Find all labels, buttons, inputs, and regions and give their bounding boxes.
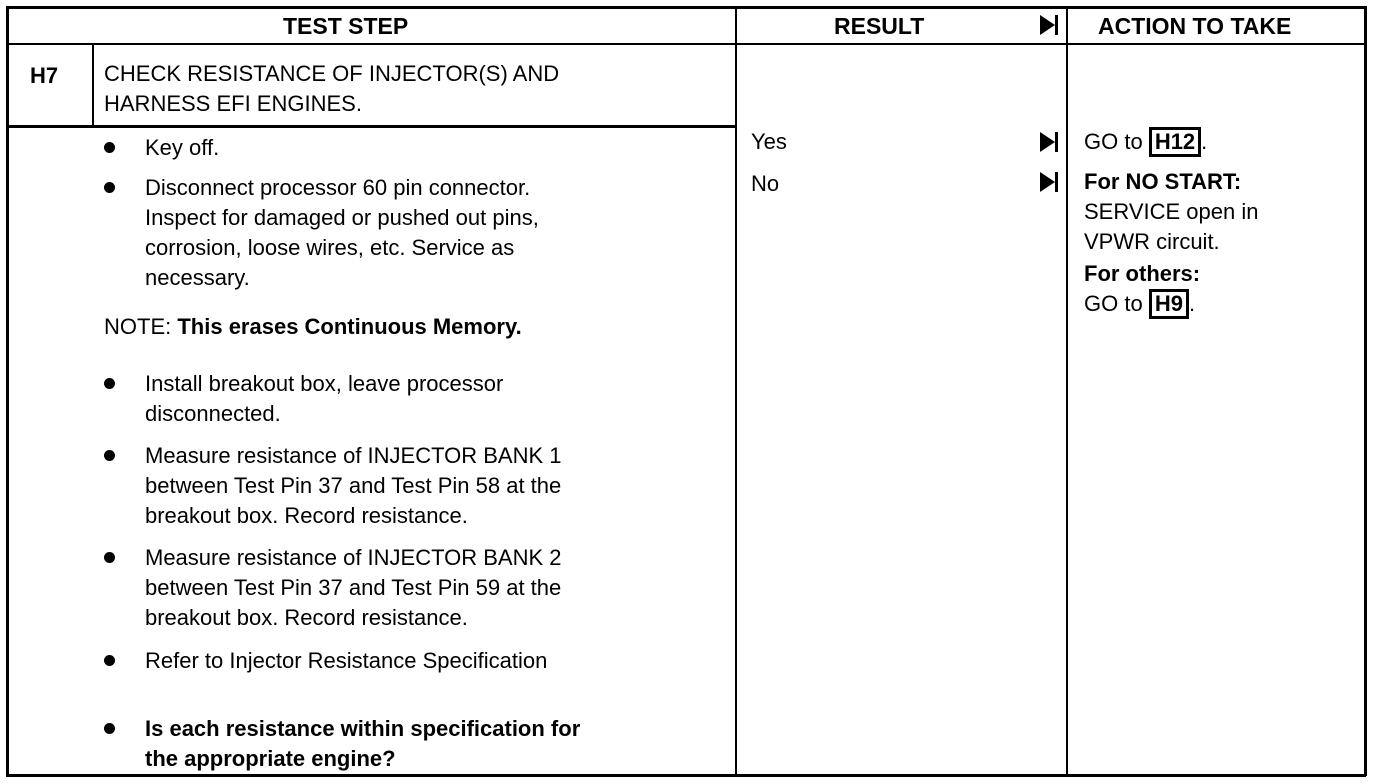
action-others-goto-prefix: GO to — [1084, 291, 1143, 316]
step-disconnect-line1: Disconnect processor 60 pin connector. — [145, 175, 531, 200]
step-bank2-line2: between Test Pin 37 and Test Pin 59 at the — [145, 575, 562, 600]
step-disconnect-line3: corrosion, loose wires, etc. Service as — [145, 235, 515, 260]
note-prefix: NOTE: — [104, 314, 172, 339]
step-title-divider — [6, 125, 737, 128]
note-text: This erases Continuous Memory. — [177, 314, 522, 339]
step-bank1-line2: between Test Pin 37 and Test Pin 58 at the — [145, 473, 562, 498]
step-ref-h12[interactable]: H12 — [1149, 127, 1201, 157]
action-no-start-line1: SERVICE open in — [1084, 199, 1259, 224]
bullet-icon — [104, 378, 115, 389]
step-disconnect-line4: necessary. — [145, 265, 250, 290]
step-bank2-line3: breakout box. Record resistance. — [145, 605, 468, 630]
action-no-start-line2: VPWR circuit. — [1084, 229, 1220, 254]
result-no: No — [751, 171, 780, 196]
col-divider-result — [735, 6, 737, 776]
step-bank1-line3: breakout box. Record resistance. — [145, 503, 468, 528]
step-bank1-line1: Measure resistance of INJECTOR BANK 1 — [145, 443, 562, 468]
table-right-border — [1364, 6, 1367, 776]
table-left-border — [6, 6, 9, 776]
action-yes-period: . — [1201, 129, 1208, 154]
header-arrow-icon — [1040, 15, 1055, 35]
bullet-icon — [104, 723, 115, 734]
result-no-arrow-icon — [1040, 172, 1055, 192]
action-yes — [1084, 126, 1207, 158]
step-title-line2: HARNESS EFI ENGINES. — [104, 91, 362, 116]
bullet-icon — [104, 450, 115, 461]
step-ref-h9[interactable]: H9 — [1149, 289, 1189, 319]
step-refer-spec: Refer to Injector Resistance Specification — [145, 648, 548, 673]
step-id: H7 — [30, 63, 59, 88]
step-id-divider — [92, 44, 94, 126]
question-line1: Is each resistance within specification for — [145, 716, 581, 741]
action-others-period: . — [1188, 291, 1196, 316]
header-divider — [6, 43, 1366, 45]
step-title-line1: CHECK RESISTANCE OF INJECTOR(S) AND — [104, 61, 560, 86]
bullet-icon — [104, 655, 115, 666]
action-others-goto — [1084, 288, 1195, 320]
step-install-line1: Install breakout box, leave processor — [145, 371, 504, 396]
bullet-icon — [104, 552, 115, 563]
col-divider-action — [1066, 6, 1068, 776]
header-result: RESULT — [834, 13, 925, 39]
question-line2: the appropriate engine? — [145, 746, 396, 771]
header-action-to-take: ACTION TO TAKE — [1098, 13, 1292, 39]
result-yes: Yes — [751, 129, 787, 154]
header-test-step: TEST STEP — [283, 13, 409, 39]
step-install-line2: disconnected. — [145, 401, 281, 426]
bullet-icon — [104, 182, 115, 193]
action-others-label: For others: — [1084, 261, 1201, 286]
step-key-off: Key off. — [145, 135, 220, 160]
step-bank2-line1: Measure resistance of INJECTOR BANK 2 — [145, 545, 562, 570]
action-no-start-label: For NO START: — [1084, 169, 1242, 194]
step-disconnect-line2: Inspect for damaged or pushed out pins, — [145, 205, 539, 230]
result-yes-arrow-icon — [1040, 132, 1055, 152]
bullet-icon — [104, 142, 115, 153]
table-top-border — [6, 6, 1366, 9]
action-yes-goto-prefix: GO to — [1084, 129, 1143, 154]
note — [104, 311, 522, 343]
